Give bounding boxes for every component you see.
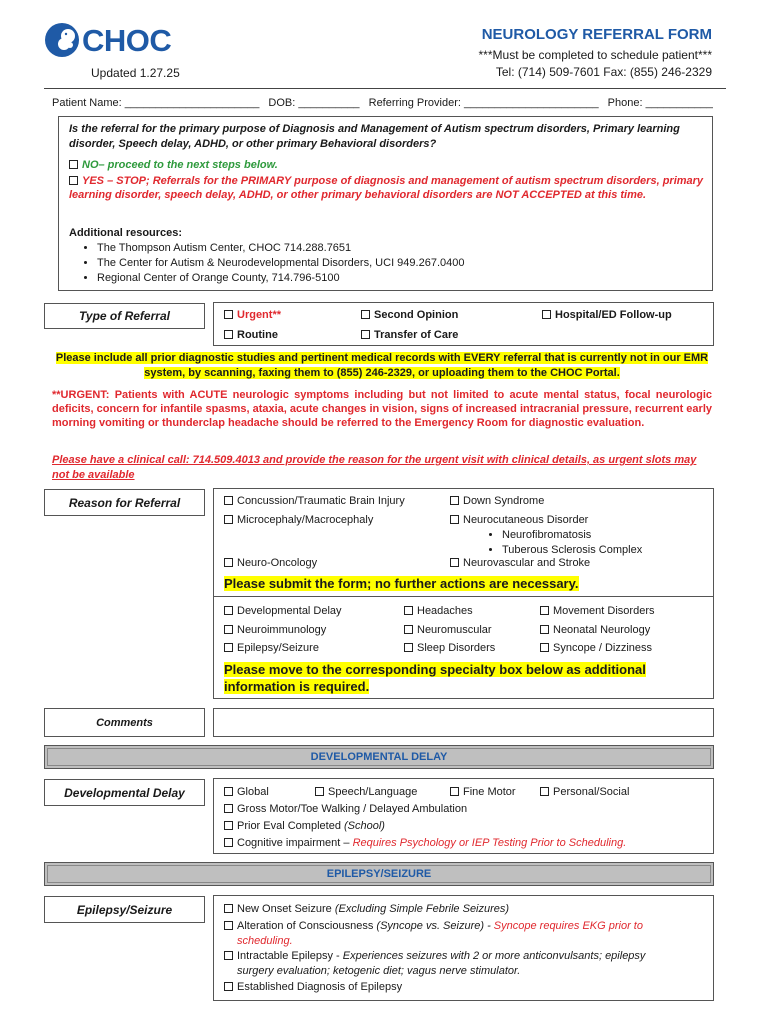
checkbox-icon[interactable]	[224, 625, 233, 634]
patient-info-line	[52, 97, 712, 109]
transfer-of-care-option[interactable]: Transfer of Care	[361, 328, 458, 343]
checkbox-icon[interactable]	[450, 787, 459, 796]
checkbox-icon[interactable]	[224, 804, 233, 813]
routine-option[interactable]: Routine	[224, 328, 278, 343]
checkbox-icon[interactable]	[224, 310, 233, 319]
neurocutaneous-option[interactable]: Neurocutaneous Disorder	[450, 513, 588, 528]
autism-no-option[interactable]: NO– proceed to the next steps below.	[69, 159, 278, 171]
new-onset-seizure-option[interactable]: New Onset Seizure (Excluding Simple Febrile Seizures)	[224, 902, 509, 917]
cognitive-impairment-option[interactable]: Cognitive impairment – Requires Psychology or IEP Testing Prior to Scheduling.	[224, 836, 626, 851]
prior-eval-option[interactable]: Prior Eval Completed (School)	[224, 819, 385, 834]
developmental-delay-band: DEVELOPMENTAL DELAY	[44, 745, 714, 769]
urgent-option[interactable]: Urgent**	[224, 308, 281, 323]
must-complete-note: ***Must be completed to schedule patient***	[478, 48, 712, 62]
checkbox-icon[interactable]	[224, 515, 233, 524]
checkbox-icon[interactable]	[224, 838, 233, 847]
checkbox-icon[interactable]	[224, 821, 233, 830]
epilepsy-label: Epilepsy/Seizure	[44, 896, 205, 923]
checkbox-icon[interactable]	[450, 558, 459, 567]
checkbox-icon[interactable]	[540, 643, 549, 652]
neuro-oncology-option[interactable]: Neuro-Oncology	[224, 556, 317, 571]
intractable-note-cont: surgery evaluation; ketogenic diet; vagus nerve stimulator.	[237, 965, 521, 977]
form-title: NEUROLOGY REFERRAL FORM	[481, 26, 712, 43]
contact-line: Tel: (714) 509-7601 Fax: (855) 246-2329	[495, 65, 712, 79]
epilepsy-option[interactable]: Epilepsy/Seizure	[224, 641, 319, 656]
move-message: Please move to the corresponding specialty box below as additional information is required.	[224, 662, 646, 694]
checkbox-icon[interactable]	[224, 787, 233, 796]
checkbox-icon[interactable]	[224, 982, 233, 991]
epilepsy-band: EPILEPSY/SEIZURE	[44, 862, 714, 886]
microcephaly-option[interactable]: Microcephaly/Macrocephaly	[224, 513, 373, 528]
checkbox-icon[interactable]	[361, 330, 370, 339]
checkbox-icon[interactable]	[224, 951, 233, 960]
sleep-disorders-option[interactable]: Sleep Disorders	[404, 641, 495, 656]
checkbox-icon[interactable]	[450, 496, 459, 505]
epilepsy-box	[213, 895, 714, 1001]
reason-for-referral-box	[213, 488, 714, 699]
choc-logo	[44, 22, 184, 58]
list-item: • Neurofibromatosis	[502, 528, 642, 543]
checkbox-icon[interactable]	[224, 496, 233, 505]
checkbox-icon[interactable]	[540, 606, 549, 615]
checkbox-icon[interactable]	[540, 787, 549, 796]
headaches-option[interactable]: Headaches	[404, 604, 473, 619]
logo-text: CHOC	[82, 23, 172, 58]
alteration-requirement-cont: scheduling.	[237, 935, 293, 947]
checkbox-icon[interactable]	[404, 606, 413, 615]
developmental-delay-box	[213, 778, 714, 854]
comments-box[interactable]	[213, 708, 714, 737]
checkbox-icon[interactable]	[224, 643, 233, 652]
referring-provider-field[interactable]: Referring Provider: ______________________	[368, 97, 599, 109]
choc-bear-logo-icon	[44, 22, 80, 58]
global-option[interactable]: Global	[224, 785, 269, 800]
resources-list	[69, 241, 464, 286]
neonatal-neurology-option[interactable]: Neonatal Neurology	[540, 623, 650, 638]
hospital-followup-option[interactable]: Hospital/ED Follow-up	[542, 308, 672, 323]
autism-question: Is the referral for the primary purpose of Diagnosis and Management of Autism spectrum disorders, Primary learning disorder, Speech delay, ADHD, or other primary Behavioral disorders?	[69, 123, 680, 150]
checkbox-icon[interactable]	[224, 558, 233, 567]
checkbox-icon[interactable]	[224, 904, 233, 913]
developmental-delay-option[interactable]: Developmental Delay	[224, 604, 342, 619]
list-item: • Tuberous Sclerosis Complex	[502, 543, 642, 558]
down-syndrome-option[interactable]: Down Syndrome	[450, 494, 544, 509]
dob-field[interactable]: DOB: __________	[268, 97, 360, 109]
checkbox-icon[interactable]	[361, 310, 370, 319]
developmental-delay-label: Developmental Delay	[44, 779, 205, 806]
reason-divider	[214, 596, 713, 597]
list-item: • The Center for Autism & Neurodevelopmental Disorders, UCI 949.267.0400	[97, 256, 464, 271]
autism-yes-option[interactable]: YES – STOP; Referrals for the PRIMARY purpose of diagnosis and management of autism spectrum disorders, primary learning disorder, speech delay, ADHD, or other primary behavioral disorders are NOT ACCEPTED at this time.	[69, 175, 704, 201]
speech-language-option[interactable]: Speech/Language	[315, 785, 417, 800]
type-of-referral-label: Type of Referral	[44, 303, 205, 329]
type-of-referral-box	[213, 302, 714, 346]
reason-for-referral-label: Reason for Referral	[44, 489, 205, 516]
updated-date: Updated 1.27.25	[91, 66, 180, 80]
list-item: • Regional Center of Orange County, 714.796-5100	[97, 271, 464, 286]
checkbox-icon[interactable]	[224, 921, 233, 930]
autism-screening-box	[58, 116, 713, 291]
patient-name-field[interactable]: Patient Name: ______________________	[52, 97, 260, 109]
phone-field[interactable]: Phone: ___________	[607, 97, 713, 109]
personal-social-option[interactable]: Personal/Social	[540, 785, 629, 800]
checkbox-icon[interactable]	[315, 787, 324, 796]
checkbox-icon[interactable]	[69, 160, 78, 169]
submit-message: Please submit the form; no further actions are necessary.	[224, 576, 579, 591]
checkbox-icon[interactable]	[404, 625, 413, 634]
neuroimmunology-option[interactable]: Neuroimmunology	[224, 623, 326, 638]
neuromuscular-option[interactable]: Neuromuscular	[404, 623, 492, 638]
syncope-option[interactable]: Syncope / Dizziness	[540, 641, 652, 656]
checkbox-icon[interactable]	[404, 643, 413, 652]
checkbox-icon[interactable]	[224, 606, 233, 615]
checkbox-icon[interactable]	[224, 330, 233, 339]
second-opinion-option[interactable]: Second Opinion	[361, 308, 458, 323]
checkbox-icon[interactable]	[450, 515, 459, 524]
list-item: • The Thompson Autism Center, CHOC 714.288.7651	[97, 241, 464, 256]
comments-label: Comments	[44, 708, 205, 737]
neurovascular-option[interactable]: Neurovascular and Stroke	[450, 556, 590, 571]
alteration-consciousness-option[interactable]: Alteration of Consciousness (Syncope vs. Seizure) - Syncope requires EKG prior to	[224, 919, 643, 934]
checkbox-icon[interactable]	[542, 310, 551, 319]
urgent-note: **URGENT: Patients with ACUTE neurologic symptoms including but not limited to acute mental status, focal neurologic deficits, concern for infantile spasms, ataxia, acute changes in vision, signs of increased intracranial pressure, recurrent early morning vomiting or thunderclap headache should be referred to the Emergency Room for diagnostic evaluation.	[52, 389, 712, 429]
intractable-epilepsy-option[interactable]: Intractable Epilepsy - Experiences seizures with 2 or more anticonvulsants; epilepsy	[224, 949, 645, 964]
neurocutaneous-sublist	[450, 528, 642, 558]
include-records-note: Please include all prior diagnostic studies and pertinent medical records with EVERY referral that is currently not in our EMR system, by scanning, faxing them to (855) 246-2329, or uploading them to the CHOC Portal.	[55, 352, 709, 379]
movement-disorders-option[interactable]: Movement Disorders	[540, 604, 654, 619]
established-epilepsy-option[interactable]: Established Diagnosis of Epilepsy	[224, 980, 402, 995]
gross-motor-option[interactable]: Gross Motor/Toe Walking / Delayed Ambulation	[224, 802, 467, 817]
resources-title: Additional resources:	[69, 227, 183, 239]
header-divider	[44, 88, 726, 89]
checkbox-icon[interactable]	[69, 176, 78, 185]
concussion-option[interactable]: Concussion/Traumatic Brain Injury	[224, 494, 405, 509]
checkbox-icon[interactable]	[540, 625, 549, 634]
clinical-call-note: Please have a clinical call: 714.509.4013 and provide the reason for the urgent visit with clinical details, as urgent slots may not be available	[52, 454, 697, 481]
fine-motor-option[interactable]: Fine Motor	[450, 785, 516, 800]
